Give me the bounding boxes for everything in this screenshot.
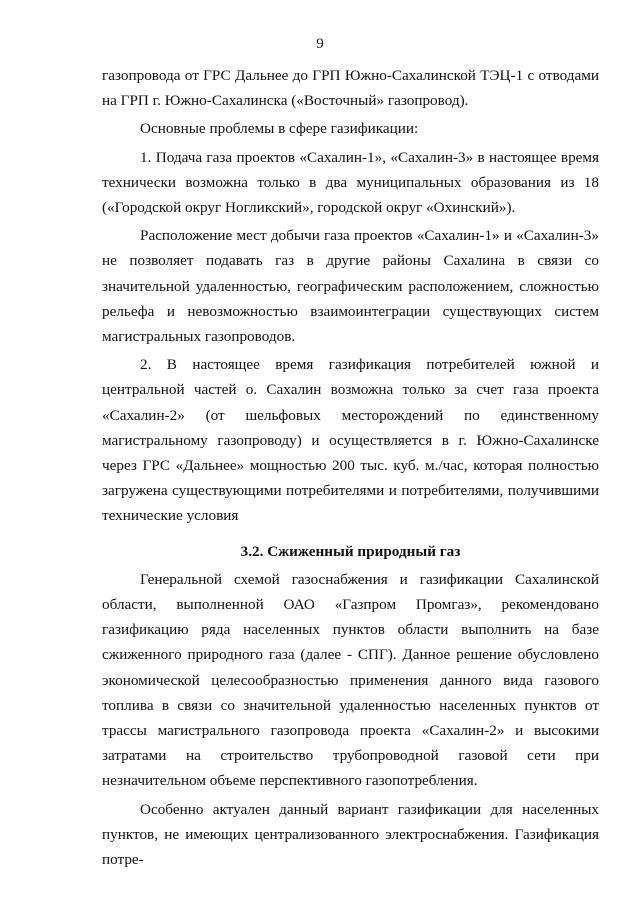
section-heading: 3.2. Сжиженный природный газ [240, 542, 461, 560]
paragraph-location: Расположение мест добычи газа проектов «Сахалин-1» и «Сахалин-3» не позволяет подавать газ в другие районы Сахалина в связи со значительной удаленностью, географическим расположением, сложностью рельефа и невозможностью взаимоинтеграции существующих систем магистральных газопроводов. [102, 227, 599, 346]
paragraph-problem-1: 1. Подача газа проектов «Сахалин-1», «Сахалин-3» в настоящее время технически возможна только в два муниципальных образования из 18 («Городской округ Ногликский», городской округ «Охинский»). [102, 148, 599, 217]
paragraph-general-scheme: Генеральной схемой газоснабжения и газификации Сахалинской области, выполненной ОАО «Газпром Промгаз», рекомендовано газификацию ряда населенных пунктов области выполнить на базе сжиженного природного газа (далее - СПГ). Данное решение обусловлено экономической целесообразностью применения данного вида газового топлива в связи со значительной удаленностью населенных пунктов от трассы магистрального газопровода проекта «Сахалин-2» и высокими затратами на строительство трубопроводной газовой сети при незначительном объеме перспективного газопотребления. [102, 570, 599, 790]
paragraph-main-problems: Основные проблемы в сфере газификации: [140, 120, 419, 138]
document-body [102, 63, 599, 872]
page-number: 9 [316, 36, 324, 52]
paragraph-gas-pipeline: газопровода от ГРС Дальнее до ГРП Южно-Сахалинской ТЭЦ-1 с отводами на ГРП г. Южно-Сахалинска («Восточный» газопровод). [102, 67, 599, 110]
paragraph-relevance: Особенно актуален данный вариант газификации для населенных пунктов, не имеющих централизованного электроснабжения. Газификация потре- [102, 800, 599, 869]
paragraph-problem-2: 2. В настоящее время газификация потребителей южной и центральной частей о. Сахалин возможна только за счет газа проекта «Сахалин-2» (от шельфовых месторождений по единственному магистральному газопроводу) и осуществляется в г. Южно-Сахалинске через ГРС «Дальнее» мощностью 200 тыс. куб. м./час, которая полностью загружена существующими потребителями и потребителями, получившими технические условия [102, 356, 599, 525]
